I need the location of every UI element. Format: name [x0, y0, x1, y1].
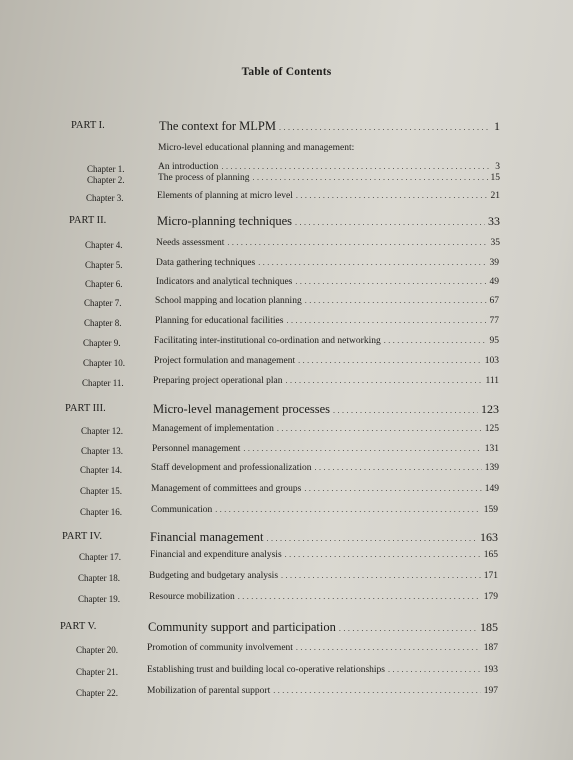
- chapter-entry: [157, 191, 500, 201]
- dot-leader: [296, 191, 488, 200]
- dot-leader: [253, 173, 488, 182]
- page-number: 67: [489, 296, 499, 306]
- chapter-entry: [151, 463, 499, 473]
- page-number: 185: [480, 620, 498, 634]
- chapter-title: Promotion of community involvement: [147, 643, 293, 653]
- chapter-title: Mobilization of parental support: [147, 686, 271, 696]
- dot-leader: [279, 123, 491, 132]
- chapter-title: Communication: [151, 505, 213, 515]
- chapter-label: Chapter 18.: [78, 573, 120, 583]
- chapter-entry: [149, 571, 498, 581]
- chapter-label: Chapter 8.: [84, 318, 122, 328]
- dot-leader: [281, 571, 481, 580]
- page-title: Table of Contents: [241, 66, 332, 78]
- chapter-label: Chapter 9.: [83, 338, 121, 348]
- chapter-title-line: Micro-level educational planning and management:: [158, 143, 355, 153]
- chapter-label: Chapter 10.: [83, 358, 125, 368]
- dot-leader: [384, 336, 487, 345]
- part-title: Financial management: [150, 530, 264, 544]
- page-number: 95: [489, 336, 499, 346]
- chapter-title: Financial and expenditure analysis: [150, 550, 282, 560]
- chapter-title: School mapping and location planning: [155, 296, 302, 306]
- dot-leader: [295, 277, 486, 286]
- page-number: 3: [495, 162, 500, 172]
- chapter-title: Elements of planning at micro level: [157, 191, 293, 201]
- chapter-entry: [155, 296, 499, 306]
- chapter-label: Chapter 17.: [79, 552, 121, 562]
- part-entry: [150, 530, 498, 545]
- page-number: 21: [490, 191, 500, 201]
- chapter-title: Budgeting and budgetary analysis: [149, 571, 279, 581]
- chapter-entry: [154, 336, 499, 346]
- chapter-label: Chapter 12.: [81, 426, 123, 436]
- chapter-entry: [147, 643, 498, 653]
- chapter-entry: [151, 505, 498, 515]
- dot-leader: [238, 592, 481, 601]
- page-number: 159: [483, 505, 498, 515]
- chapter-entry: [150, 550, 498, 560]
- dot-leader: [243, 444, 481, 453]
- chapter-title: The process of planning: [158, 173, 250, 183]
- page-number: 179: [483, 592, 498, 602]
- page-number: 165: [483, 550, 498, 560]
- chapter-entry: [155, 316, 499, 326]
- chapter-entry: [149, 592, 498, 602]
- chapter-title: Preparing project operational plan: [153, 376, 283, 386]
- chapter-entry: [156, 258, 499, 268]
- dot-leader: [273, 686, 481, 695]
- chapter-title: Needs assessment: [156, 238, 225, 248]
- page-number: 131: [484, 444, 499, 454]
- dot-leader: [305, 296, 487, 305]
- dot-leader: [333, 406, 478, 415]
- dot-leader: [296, 643, 481, 652]
- page-number: 77: [489, 316, 499, 326]
- dot-leader: [315, 463, 482, 472]
- part-label: PART III.: [65, 403, 106, 414]
- chapter-entry: [158, 173, 500, 183]
- page-number: 103: [484, 356, 499, 366]
- chapter-title: Project formulation and management: [154, 356, 296, 366]
- chapter-label: Chapter 14.: [80, 465, 122, 475]
- chapter-label: Chapter 16.: [80, 507, 122, 517]
- part-label: PART V.: [60, 621, 97, 632]
- dot-leader: [295, 218, 485, 227]
- page-number: 1: [494, 119, 500, 133]
- page-number: 149: [484, 484, 499, 494]
- chapter-title: Facilitating inter-institutional co-ordination and networking: [154, 336, 381, 346]
- chapter-label: Chapter 5.: [85, 260, 123, 270]
- chapter-label: Chapter 19.: [78, 594, 120, 604]
- chapter-title: Staff development and professionalization: [151, 463, 312, 473]
- page-number: 139: [484, 463, 499, 473]
- chapter-title: Data gathering techniques: [156, 258, 256, 268]
- part-entry: [153, 402, 499, 417]
- part-title: Micro-planning techniques: [157, 214, 293, 228]
- dot-leader: [267, 534, 477, 543]
- chapter-label: Chapter 13.: [81, 446, 123, 456]
- dot-leader: [277, 424, 482, 433]
- chapter-label: Chapter 15.: [80, 486, 122, 496]
- page-number: 39: [489, 258, 499, 268]
- chapter-entry: [156, 238, 500, 248]
- page-number: 33: [488, 214, 500, 228]
- chapter-entry: [152, 424, 499, 434]
- dot-leader: [388, 665, 481, 674]
- chapter-title: Resource mobilization: [149, 592, 235, 602]
- chapter-title: Indicators and analytical techniques: [156, 277, 293, 287]
- dot-leader: [227, 238, 487, 247]
- page-number: 15: [490, 173, 500, 183]
- page-number: 35: [490, 238, 500, 248]
- part-title: Community support and participation: [148, 620, 336, 634]
- dot-leader: [215, 505, 481, 514]
- chapter-entry: [151, 484, 499, 494]
- chapter-entry: [158, 162, 500, 172]
- page-number: 111: [485, 376, 499, 386]
- chapter-label: Chapter 3.: [86, 193, 124, 203]
- page-number: 123: [481, 402, 499, 416]
- chapter-title: Management of implementation: [152, 424, 274, 434]
- chapter-title: Personnel management: [152, 444, 241, 454]
- dot-leader: [286, 376, 483, 385]
- chapter-entry: [147, 686, 498, 696]
- chapter-entry: [153, 376, 499, 386]
- chapter-label: Chapter 7.: [84, 298, 122, 308]
- dot-leader: [221, 162, 492, 171]
- page-number: 197: [483, 686, 498, 696]
- dot-leader: [258, 258, 486, 267]
- chapter-entry: [156, 277, 499, 287]
- dot-leader: [298, 356, 482, 365]
- chapter-label: Chapter 22.: [76, 688, 118, 698]
- chapter-title: Management of committees and groups: [151, 484, 302, 494]
- chapter-label: Chapter 2.: [87, 175, 125, 185]
- chapter-entry: [147, 665, 498, 675]
- page-number: 49: [489, 277, 499, 287]
- dot-leader: [286, 316, 486, 325]
- part-label: PART IV.: [62, 531, 103, 542]
- chapter-entry: [152, 444, 499, 454]
- part-label: PART I.: [71, 120, 105, 131]
- page-number: 171: [483, 571, 498, 581]
- dot-leader: [304, 484, 481, 493]
- chapter-label: Chapter 6.: [85, 279, 123, 289]
- part-entry: [157, 214, 500, 229]
- dot-leader: [285, 550, 481, 559]
- part-title: Micro-level management processes: [153, 402, 331, 416]
- dot-leader: [339, 624, 477, 633]
- page-number: 187: [483, 643, 498, 653]
- chapter-label: Chapter 4.: [85, 240, 123, 250]
- page-number: 193: [483, 665, 498, 675]
- chapter-title: An introduction: [158, 162, 219, 172]
- chapter-label: Chapter 21.: [76, 667, 118, 677]
- part-entry: [159, 119, 500, 134]
- part-title: The context for MLPM: [159, 119, 276, 133]
- page-number: 125: [484, 424, 499, 434]
- chapter-label: Chapter 11.: [82, 378, 124, 388]
- chapter-label: Chapter 1.: [87, 164, 125, 174]
- chapter-label: Chapter 20.: [76, 645, 118, 655]
- chapter-title: Planning for educational facilities: [155, 316, 284, 326]
- chapter-title: Establishing trust and building local co-operative relationships: [147, 665, 385, 675]
- chapter-entry: [154, 356, 499, 366]
- part-label: PART II.: [69, 215, 107, 226]
- page-number: 163: [480, 530, 498, 544]
- part-entry: [148, 620, 498, 635]
